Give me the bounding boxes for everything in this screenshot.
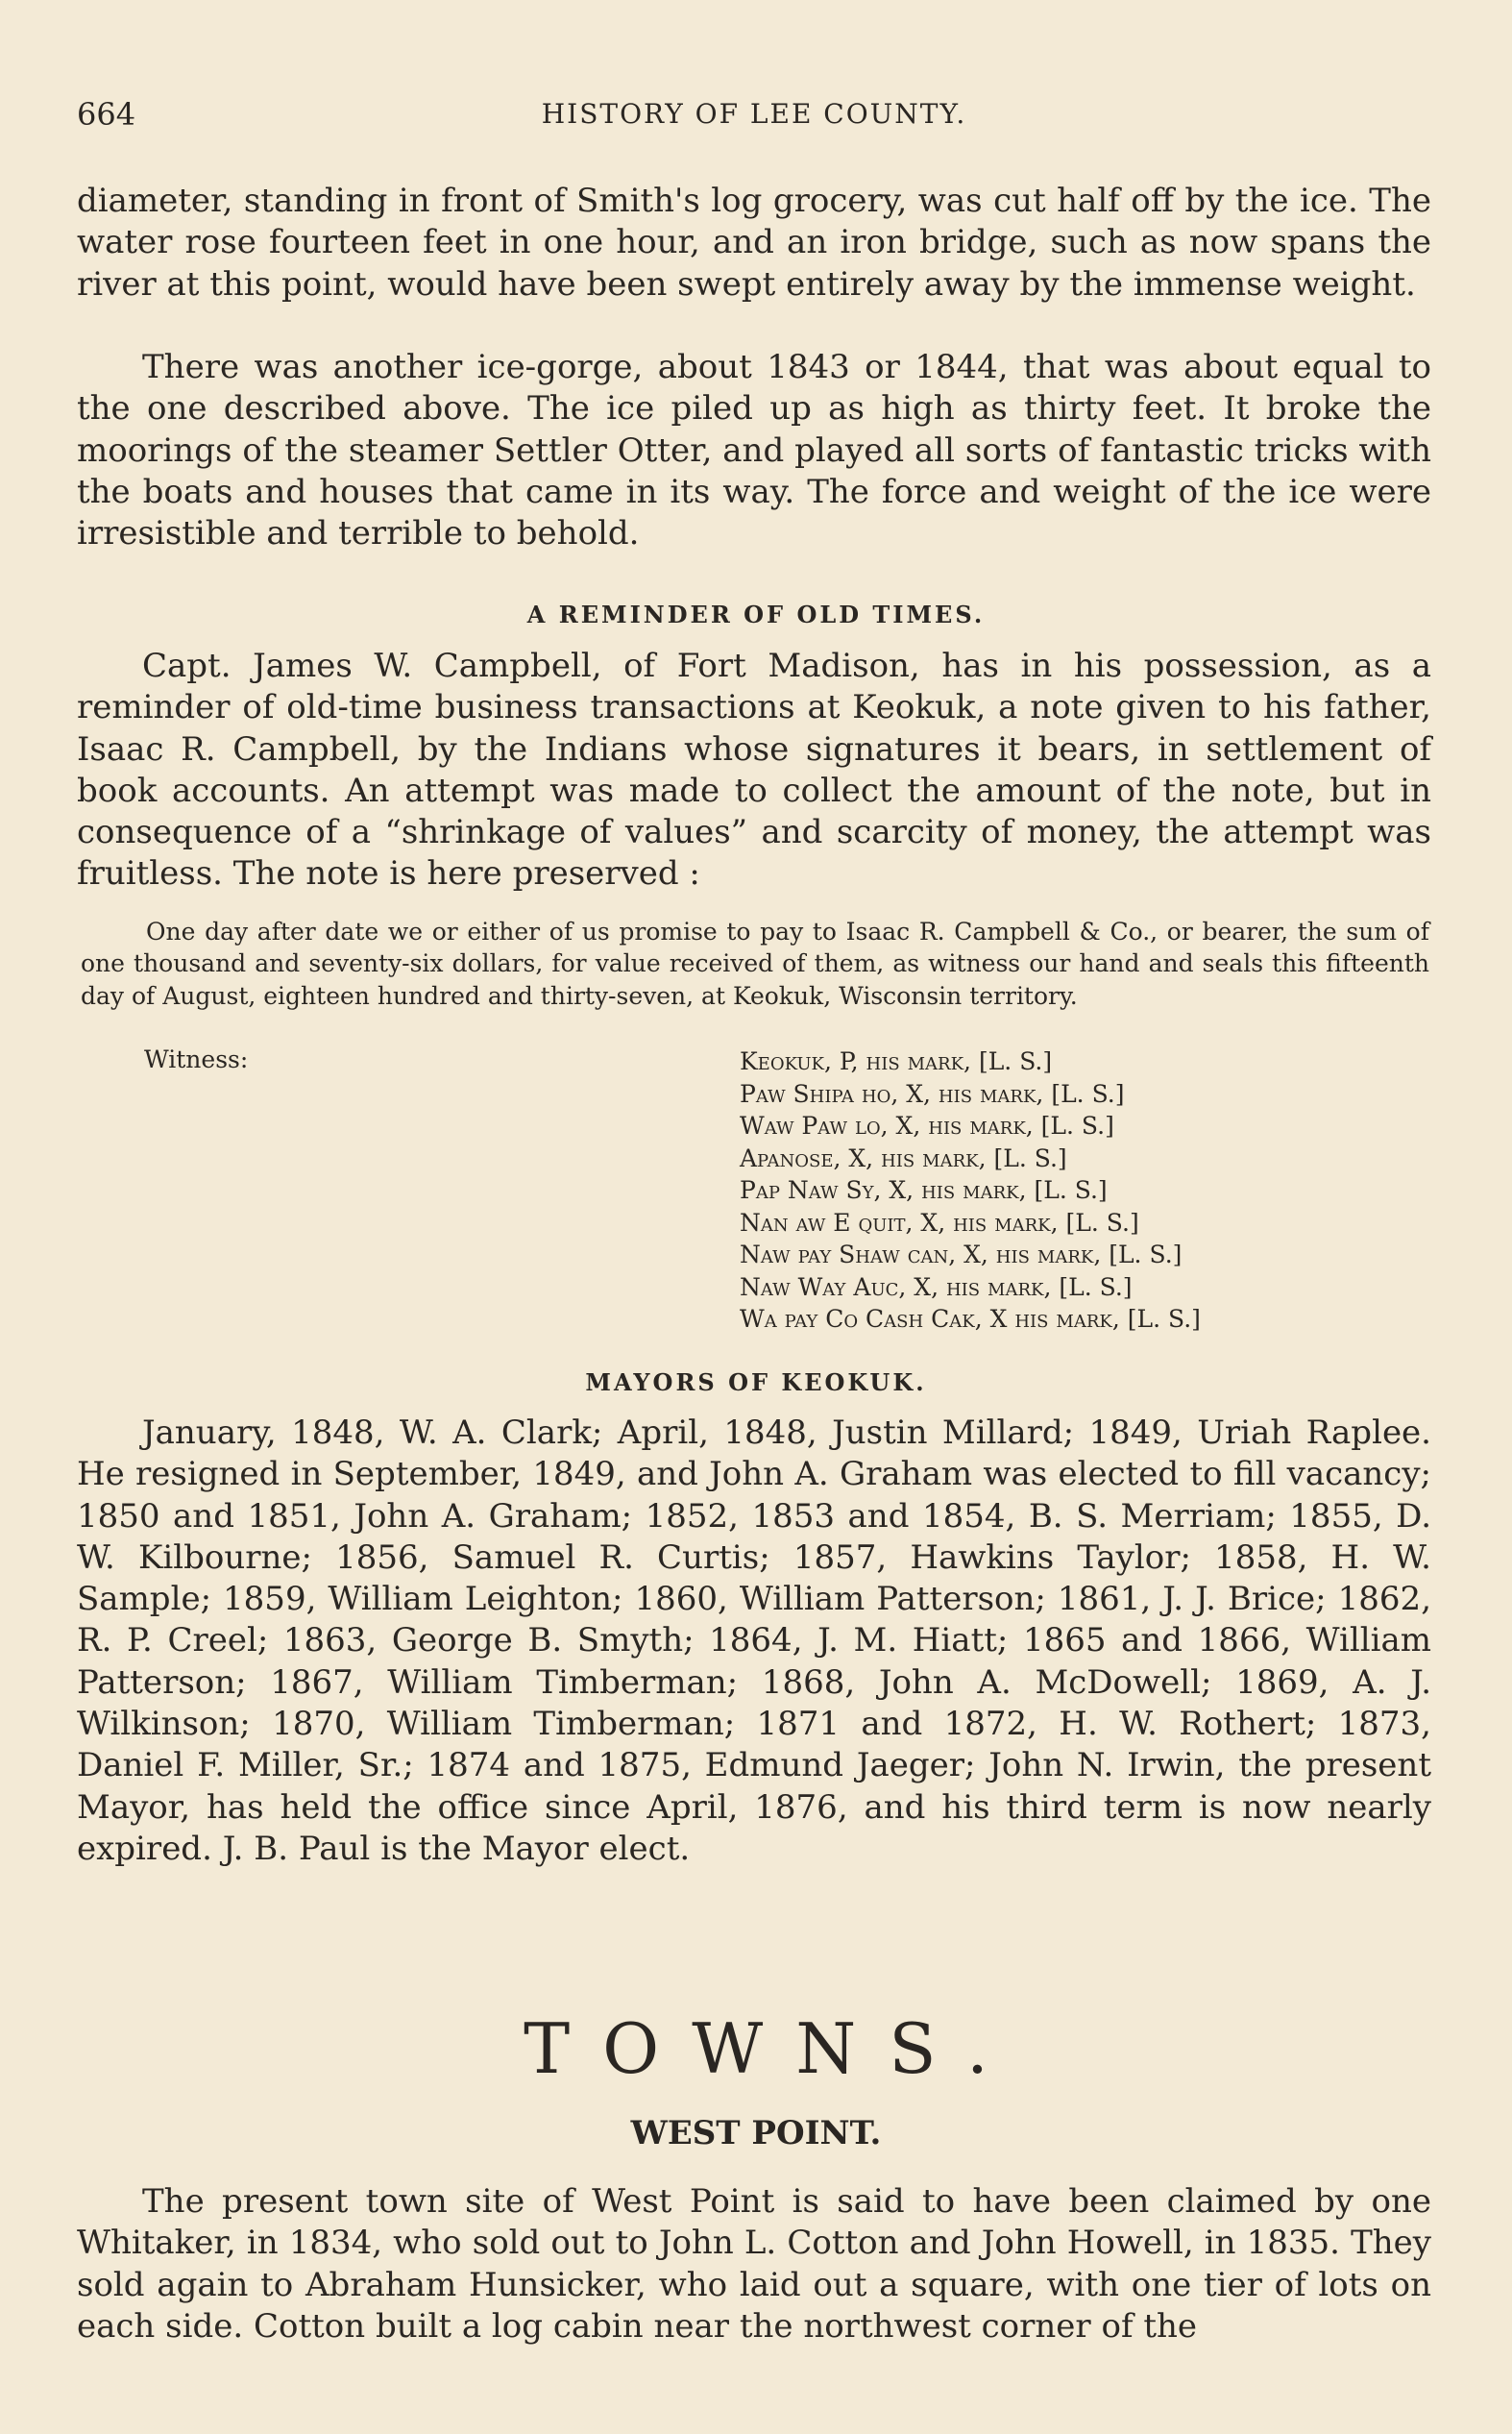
mayors-paragraph: January, 1848, W. A. Clark; April, 1848, Justin Millard; 1849, Uriah Raplee. He resigned in September, 1849, and John A. Graham was elected to fill vacancy; 1850 and 1851, John A. Graham; 1852, 1853 and 1854, B. S. Merriam; 1855, D. W. Kilbourne; 1856, Samuel R. Curtis; 1857, Hawkins Taylor; 1858, H. W. Sample; 1859, William Leighton; 1860, William Patterson; 1861, J. J. Brice; 1862, R. P. Creel; 1863, George B. Smyth; 1864, J. M. Hiatt; 1865 and 1866, William Patterson; 1867, William Timberman; 1868, John A. McDowell; 1869, A. J. Wilkinson; 1870, William Timberman; 1871 and 1872, H. W. Rothert; 1873, Daniel F. Miller, Sr.; 1874 and 1875, Edmund Jaeger; John N. Irwin, the present Mayor, has held the office since April, 1876, and his third term is now nearly expired. J. B. Paul is the Mayor elect. bbox=[77, 1414, 1431, 1868]
signature-line: Waw Paw lo, X, his mark, [L. S.] bbox=[740, 1112, 1114, 1140]
intro-paragraph-1: diameter, standing in front of Smith's log grocery, was cut half off by the ice. The water rose fourteen feet in one hour, and an iron bridge, such as now spans the river at this point, would have been swept entirely away by the immense weight. bbox=[77, 182, 1431, 304]
signature-line: Nan aw E quit, X, his mark, [L. S.] bbox=[740, 1208, 1139, 1237]
promissory-note: One day after date we or either of us promise to pay to Isaac R. Campbell & Co., or bearer, the sum of one thousand and seventy-six dollars, for value received of them, as witness our hand and seals this fifteenth day of August, eighteen hundred and thirty-seven, at Keokuk, Wisconsin territory. bbox=[81, 918, 1429, 1010]
signature-list bbox=[740, 1045, 1412, 1336]
signature-line: Naw Way Auc, X, his mark, [L. S.] bbox=[740, 1272, 1133, 1301]
section-heading-mayors: MAYORS OF KEOKUK. bbox=[585, 1368, 927, 1396]
signature-line: Apanose, X, his mark, [L. S.] bbox=[740, 1143, 1067, 1172]
witness-label: Witness: bbox=[144, 1045, 249, 1073]
intro-paragraph-2: There was another ice-gorge, about 1843 or 1844, that was about equal to the one described above. The ice piled up as high as thirty feet. It broke the moorings of the steamer Settler Otter, and played all sorts of fantastic tricks with the boats and houses that came in its way. The force and weight of the ice were irresistible and terrible to behold. bbox=[77, 348, 1431, 553]
chapter-heading-towns: TOWNS. bbox=[524, 2008, 1021, 2089]
signature-line: Pap Naw Sy, X, his mark, [L. S.] bbox=[740, 1176, 1108, 1204]
running-title: HISTORY OF LEE COUNTY. bbox=[541, 98, 967, 130]
signature-line: Wa pay Co Cash Cak, X his mark, [L. S.] bbox=[740, 1305, 1201, 1333]
west-point-paragraph: The present town site of West Point is said to have been claimed by one Whitaker, in 1834, who sold out to John L. Cotton and John Howell, in 1835. They sold again to Abraham Hunsicker, who laid out a square, with one tier of lots on each side. Cotton built a log cabin near the northwest corner of the bbox=[77, 2182, 1431, 2346]
running-head bbox=[77, 96, 1431, 144]
signature-line: Naw pay Shaw can, X, his mark, [L. S.] bbox=[740, 1241, 1183, 1268]
section-heading-reminder: A REMINDER OF OLD TIMES. bbox=[526, 601, 986, 628]
page-number: 664 bbox=[77, 96, 136, 133]
reminder-paragraph: Capt. James W. Campbell, of Fort Madison, has in his possession, as a reminder of old-time business transactions at Keokuk, a note given to his father, Isaac R. Campbell, by the Indians whose signatures it bears, in settlement of book accounts. An attempt was made to collect the amount of the note, but in consequence of a “shrinkage of values” and scarcity of money, the attempt was fruitless. The note is here preserved : bbox=[77, 647, 1431, 894]
signature-line: Keokuk, P, his mark, [L. S.] bbox=[740, 1047, 1053, 1075]
subheading-west-point: WEST POINT. bbox=[630, 2114, 882, 2152]
signature-line: Paw Shipa ho, X, his mark, [L. S.] bbox=[740, 1079, 1125, 1108]
